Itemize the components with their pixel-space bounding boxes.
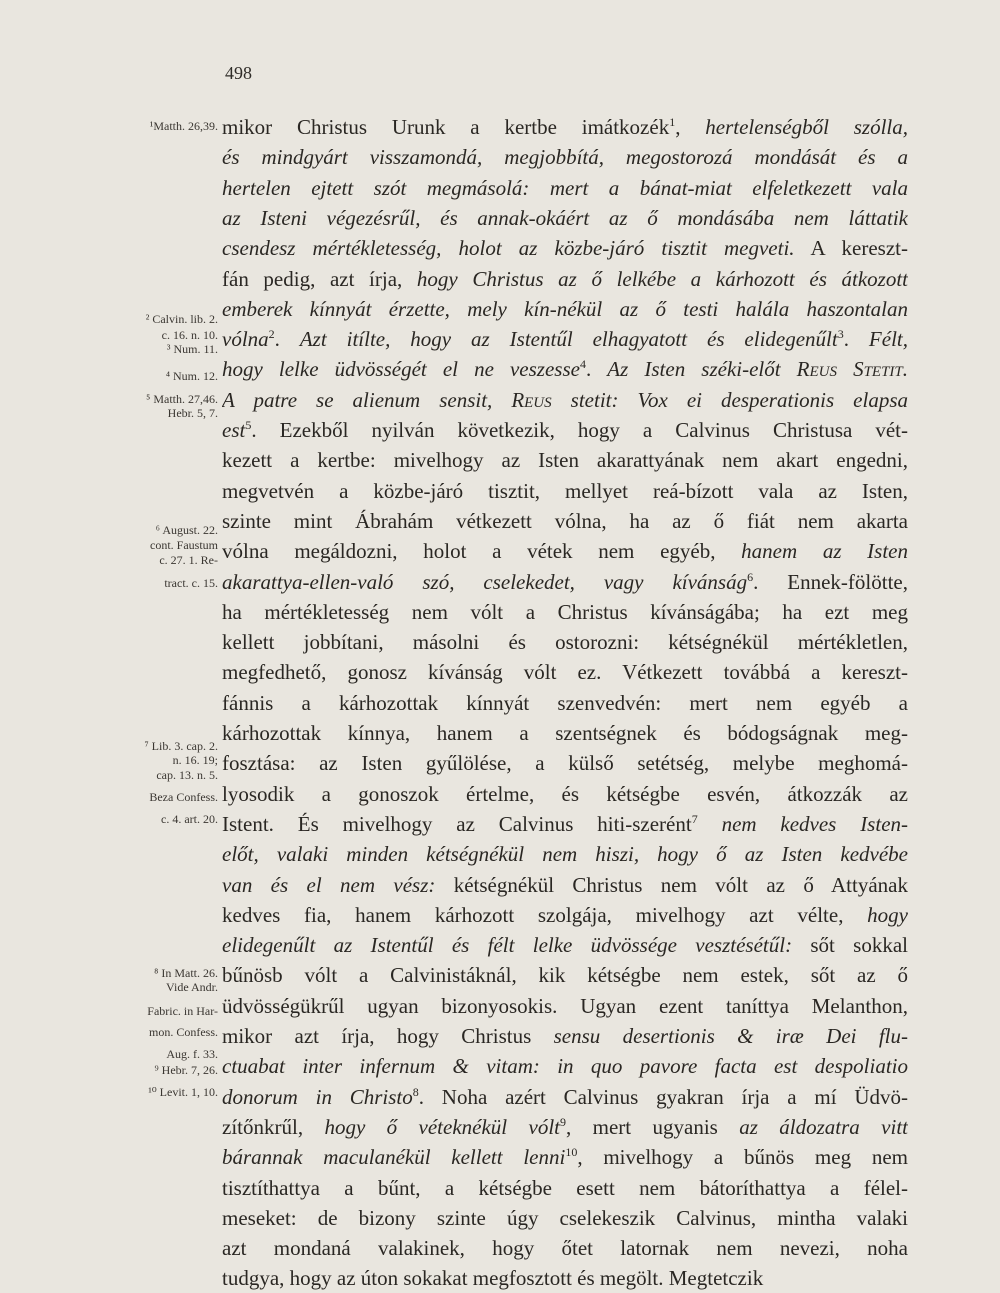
text-run: hertelenségből szólla, <box>705 115 908 139</box>
text-line <box>222 930 908 960</box>
text-run: kellett jobbítani, másolni és ostorozni: kétségnékül mértékletlen, <box>222 630 908 654</box>
text-run: Reus Stetit. <box>796 357 908 381</box>
text-line <box>222 324 908 354</box>
footnote-ref: 9 <box>560 1115 567 1129</box>
text-run: és mindgyárt visszamondá, megjobbítá, megostorozá mondását és a <box>222 145 908 169</box>
text-line <box>222 597 908 627</box>
text-run: emberek kínnyát érzette, mely kín-nékül az ő testi halála haszontalan <box>222 297 908 321</box>
text-run: Reus <box>511 388 552 412</box>
text-run: stetit: Vox ei desperationis elapsa <box>551 388 908 412</box>
margin-note: ⁵ Matth. 27,46. <box>146 392 218 406</box>
text-run: hanem az Isten <box>741 539 908 563</box>
text-run: üdvösségükrűl ugyan bizonyosokis. Ugyan ezent taníttya Melanthon, <box>222 994 908 1018</box>
margin-note: Hebr. 5, 7. <box>167 406 218 420</box>
text-line <box>222 112 908 142</box>
text-run: fosztása: az Isten gyűlölése, a külső setétség, melybe meghomá- <box>222 751 908 775</box>
margin-note: ⁴ Num. 12. <box>165 369 218 383</box>
text-run: tisztíthattya a bűnt, a kétségbe esett nem bátoríthattya a félel- <box>222 1176 908 1200</box>
text-line <box>222 748 908 778</box>
margin-note: ⁸ In Matt. 26. <box>154 966 218 980</box>
text-run: kedves fia, hanem kárhozott szolgája, mivelhogy azt vélte, <box>222 903 868 927</box>
margin-note: ² Calvin. lib. 2. <box>145 312 218 326</box>
text-run: zítőnkrűl, <box>222 1115 325 1139</box>
text-line <box>222 203 908 233</box>
text-run: est <box>222 418 246 442</box>
text-run: fánnis a kárhozottak kínnyát szenvedvén: mert nem egyéb a <box>222 691 908 715</box>
text-run: hertelen ejtett szót megmásolá: mert a bánat-miat elfeletkezett vala <box>222 176 908 200</box>
margin-note: cont. Faustum <box>150 538 218 552</box>
text-line <box>222 1233 908 1263</box>
footnote-ref: 1 <box>669 115 676 129</box>
text-line <box>222 1142 908 1172</box>
text-line <box>222 233 908 263</box>
text-run: , mivelhogy a bűnös meg nem <box>577 1145 908 1169</box>
footnote-ref: 5 <box>245 418 252 432</box>
text-run: az áldozatra vitt <box>739 1115 908 1139</box>
margin-note: mon. Confess. <box>149 1025 218 1039</box>
text-line <box>222 991 908 1021</box>
text-line <box>222 415 908 445</box>
text-line <box>222 688 908 718</box>
text-run: . Noha azért Calvinus gyakran írja a mí Üdvö- <box>418 1085 908 1109</box>
text-line <box>222 385 908 415</box>
margin-note: n. 16. 19; <box>172 753 218 767</box>
text-run: . Ezekből nyilván következik, hogy a Calvinus Christusa vét- <box>251 418 908 442</box>
margin-note: c. 4. art. 20. <box>161 812 218 826</box>
text-line <box>222 1203 908 1233</box>
text-line <box>222 960 908 990</box>
text-line <box>222 779 908 809</box>
text-line <box>222 506 908 536</box>
text-line <box>222 809 908 839</box>
text-run: kárhozottak kínnya, hanem a szentségnek és bódogságnak meg- <box>222 721 908 745</box>
footnote-ref: 2 <box>268 327 275 341</box>
text-line <box>222 294 908 324</box>
margin-note: ⁷ Lib. 3. cap. 2. <box>144 739 218 753</box>
text-run: A kereszt- <box>794 236 908 260</box>
text-run: kétségnékül Christus nem vólt az ő Attyának <box>435 873 908 897</box>
footnote-ref: 10 <box>565 1145 578 1159</box>
text-line <box>222 264 908 294</box>
margin-note: Fabric. in Har- <box>147 1004 218 1018</box>
text-run: lyosodik a gonoszok értelme, és kétségbe esvén, átkozzák az <box>222 782 908 806</box>
text-run: elidegenűlt az Istentűl és félt lelke üdvössége vesztésétűl: <box>222 933 793 957</box>
margin-note: Aug. f. 33. <box>166 1047 218 1061</box>
text-line <box>222 1112 908 1142</box>
footnote-ref: 4 <box>579 357 586 371</box>
margin-note: cap. 13. n. 5. <box>156 768 218 782</box>
text-run: donorum in Christo <box>222 1085 413 1109</box>
text-run: Azt itílte, hogy az Istentűl elhagyatott és elidegenűlt <box>299 327 838 351</box>
margin-note: ¹⁰ Levit. 1, 10. <box>148 1085 218 1099</box>
footnote-ref: 7 <box>691 812 698 826</box>
text-run: meseket: de bizony szinte úgy cselekeszik Calvinus, mintha valaki <box>222 1206 908 1230</box>
text-line <box>222 142 908 172</box>
footnote-ref: 3 <box>837 327 844 341</box>
margin-note: c. 27. 1. Re- <box>159 553 218 567</box>
margin-note: ⁹ Hebr. 7, 26. <box>154 1063 218 1077</box>
text-line <box>222 445 908 475</box>
text-run: csendesz mértékletesség, holot az közbe-járó tisztit megveti. <box>222 236 795 260</box>
text-line <box>222 1082 908 1112</box>
text-line <box>222 839 908 869</box>
margin-note: ³ Num. 11. <box>166 342 218 356</box>
text-run: az Isteni végezésrűl, és annak-okáért az ő mondásába nem láttatik <box>222 206 908 230</box>
text-run: megfedhető, gonosz kívánság vólt ez. Vétkezett továbbá a kereszt- <box>222 660 908 684</box>
text-line <box>222 900 908 930</box>
text-run: hogy Christus az ő lelkébe a kárhozott és átkozott <box>416 267 908 291</box>
text-run: van és el nem vész: <box>222 873 436 897</box>
text-line <box>222 627 908 657</box>
text-run: azt mondaná valakinek, hogy őtet latornak nem nevezi, noha <box>222 1236 908 1260</box>
footnote-ref: 6 <box>747 570 754 584</box>
text-run: megvetvén a közbe-járó tisztit, mellyet reá-bízott vala az Isten, <box>222 479 908 503</box>
text-line <box>222 173 908 203</box>
text-run: Istent. És mivelhogy az Calvinus hiti-szerént <box>222 812 692 836</box>
text-run: hogy <box>867 903 908 927</box>
text-run: , mert ugyanis <box>566 1115 740 1139</box>
text-line <box>222 718 908 748</box>
text-run: hogy ő véteknékül vólt <box>324 1115 561 1139</box>
text-run: mikor Christus Urunk a kertbe imátkozék <box>222 115 670 139</box>
text-run: tudgya, hogy az úton sokakat megfosztott és megölt. Megtetczik <box>222 1266 764 1290</box>
text-line <box>222 567 908 597</box>
text-line <box>222 1173 908 1203</box>
text-line <box>222 657 908 687</box>
text-run: Félt, <box>868 327 908 351</box>
text-line <box>222 354 908 384</box>
text-run: . Ennek-fölötte, <box>753 570 908 594</box>
text-run: mikor azt írja, hogy Christus <box>222 1024 554 1048</box>
margin-note: tract. c. 15. <box>164 576 218 590</box>
margin-note: Vide Andr. <box>166 980 218 994</box>
text-run: fán pedig, azt írja, <box>222 267 417 291</box>
text-line <box>222 870 908 900</box>
text-run: , <box>675 115 706 139</box>
margin-note: ⁶ August. 22. <box>155 523 218 537</box>
text-run: nem kedves Isten- <box>721 812 908 836</box>
page-number: 498 <box>225 63 252 83</box>
text-line <box>222 536 908 566</box>
text-run: bárannak maculanékül kellett lenni <box>222 1145 566 1169</box>
text-run <box>698 812 722 836</box>
text-run: Az Isten széki-előt <box>607 357 797 381</box>
text-run: . <box>843 327 869 351</box>
margin-note: ¹Matth. 26,39. <box>149 119 218 133</box>
text-run: kezett a kertbe: mivelhogy az Isten akarattyának nem akart engedni, <box>222 448 908 472</box>
text-run: ha mértékletesség nem vólt a Christus kívánságába; ha ezt meg <box>222 600 908 624</box>
text-run: ctuabat inter infernum & vitam: in quo pavore facta est despoliatio <box>222 1054 908 1078</box>
text-run: vólna <box>222 327 269 351</box>
text-run: vólna megáldozni, holot a vétek nem egyéb, <box>222 539 742 563</box>
text-run: akarattya-ellen-való szó, cselekedet, vagy kívánság <box>222 570 748 594</box>
text-run: szinte mint Ábrahám vétkezett vólna, ha az ő fiát nem akarta <box>222 509 908 533</box>
text-line <box>222 1051 908 1081</box>
margin-note: c. 16. n. 10. <box>161 328 218 342</box>
text-run: . <box>274 327 300 351</box>
text-run: sőt sokkal <box>792 933 908 957</box>
text-run: A patre se alienum sensit, <box>222 388 512 412</box>
text-run: hogy lelke üdvösségét el ne veszesse <box>222 357 580 381</box>
text-run: bűnösb vólt a Calvinistáknál, kik kétségbe nem estek, sőt az ő <box>222 963 908 987</box>
text-line <box>222 476 908 506</box>
text-run: . <box>585 357 608 381</box>
text-run: előt, valaki minden kétségnékül nem hiszi, hogy ő az Isten kedvébe <box>222 842 908 866</box>
text-run: sensu desertionis & iræ Dei flu- <box>553 1024 908 1048</box>
margin-note: Beza Confess. <box>149 790 218 804</box>
text-line <box>222 1021 908 1051</box>
footnote-ref: 8 <box>412 1085 419 1099</box>
